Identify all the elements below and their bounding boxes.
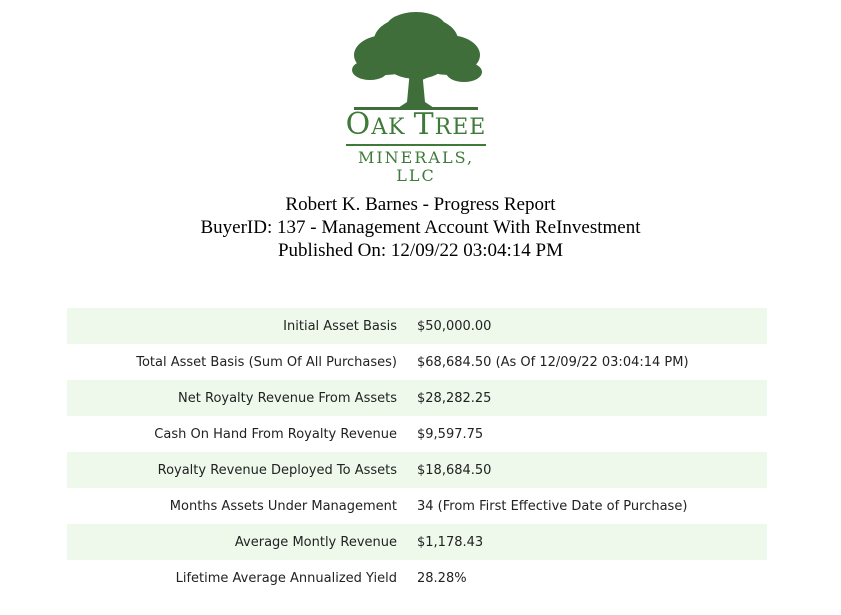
table-row: [67, 416, 767, 452]
table-row: [67, 524, 767, 560]
row-label: Initial Asset Basis: [283, 318, 397, 334]
table-row: [67, 452, 767, 488]
table-row: [67, 560, 767, 596]
brand-name: OAK TREE: [345, 107, 487, 142]
table-row: [67, 308, 767, 344]
report-heading: [0, 193, 841, 262]
row-value: $9,597.75: [417, 426, 484, 442]
published-date: Published On: 12/09/22 03:04:14 PM: [277, 240, 564, 261]
row-value: $68,684.50 (As Of 12/09/22 03:04:14 PM): [417, 354, 689, 370]
report-title: Robert K. Barnes - Progress Report: [285, 194, 556, 215]
brand-wordmark: [336, 107, 496, 185]
table-row: [67, 380, 767, 416]
oak-tree-icon: [336, 10, 496, 110]
row-value: 28.28%: [417, 570, 467, 586]
table-row: [67, 344, 767, 380]
table-row: [67, 488, 767, 524]
summary-table: [67, 308, 767, 596]
row-label: Average Montly Revenue: [234, 534, 397, 550]
buyer-info: BuyerID: 137 - Management Account With ReInvestment: [200, 217, 641, 238]
row-value: $50,000.00: [417, 318, 492, 334]
row-label: Total Asset Basis (Sum Of All Purchases): [136, 354, 397, 370]
row-value: $28,282.25: [417, 390, 492, 406]
row-label: Net Royalty Revenue From Assets: [178, 390, 397, 406]
row-label: Lifetime Average Annualized Yield: [175, 570, 397, 586]
brand-divider: [346, 144, 486, 146]
row-value: 34 (From First Effective Date of Purchase): [417, 498, 688, 514]
brand-subtitle: MINERALS, LLC: [357, 148, 475, 185]
row-label: Cash On Hand From Royalty Revenue: [154, 426, 397, 442]
row-label: Months Assets Under Management: [169, 498, 397, 514]
row-value: $18,684.50: [417, 462, 492, 478]
row-label: Royalty Revenue Deployed To Assets: [157, 462, 397, 478]
row-value: $1,178.43: [417, 534, 484, 550]
